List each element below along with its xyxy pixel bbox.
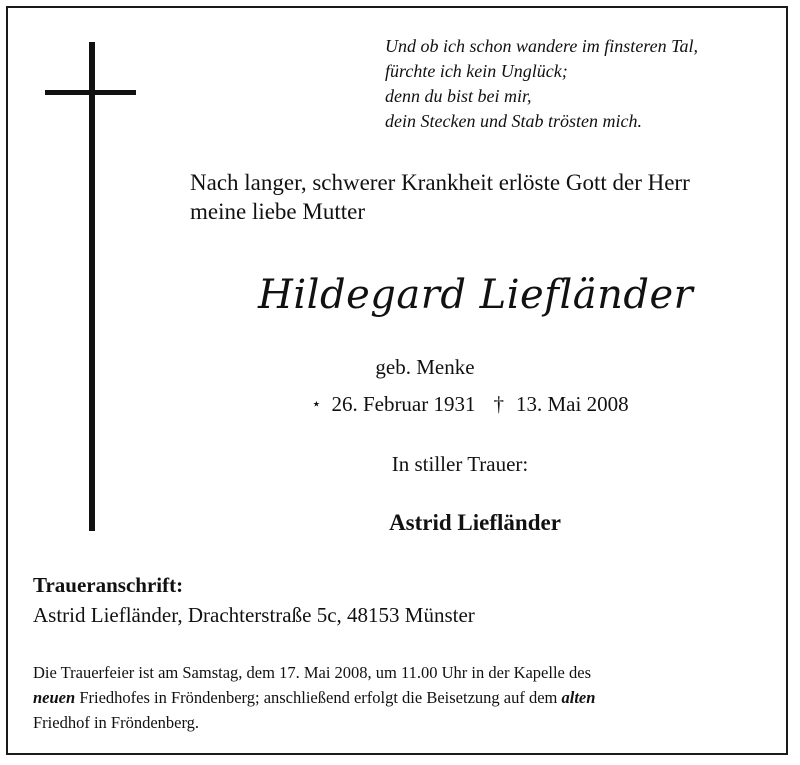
intro-line: Nach langer, schwerer Krankheit erlöste Gott der Herr [190, 170, 690, 195]
birth-star-icon: ⋆ [311, 396, 322, 413]
service-line-mid: Friedhofes in Fröndenberg; anschließend erfolgt die Beisetzung auf dem [75, 688, 562, 707]
emphasis-neuen: neuen [33, 688, 76, 707]
verse-line: fürchte ich kein Unglück; [385, 61, 568, 81]
birth-date: 26. Februar 1931 [331, 392, 476, 416]
intro-line: meine liebe Mutter [190, 199, 365, 224]
cross-horizontal-bar [45, 90, 136, 95]
address-text: Astrid Liefländer, Drachterstraße 5c, 48153 Münster [33, 603, 475, 627]
mourner-name: Astrid Liefländer [389, 510, 561, 535]
address-title: Traueranschrift: [33, 573, 184, 597]
service-line: Friedhof in Fröndenberg. [33, 713, 200, 732]
emphasis-alten: alten [561, 688, 596, 707]
service-line: Die Trauerfeier ist am Samstag, dem 17. Mai 2008, um 11.00 Uhr in der Kapelle des [33, 663, 591, 682]
death-cross-icon: † [493, 392, 504, 416]
cross-vertical-bar [89, 42, 95, 531]
bible-verse [385, 34, 785, 134]
birth-name: geb. Menke [375, 355, 475, 379]
deceased-name: Hildegard Liefländer [258, 272, 694, 318]
intro-text [190, 168, 780, 226]
verse-line: dein Stecken und Stab trösten mich. [385, 111, 642, 131]
verse-line: Und ob ich schon wandere im finsteren Tal, [385, 36, 698, 56]
verse-line: denn du bist bei mir, [385, 86, 532, 106]
death-date: 13. Mai 2008 [516, 392, 629, 416]
life-dates [250, 392, 690, 417]
service-line [33, 685, 773, 710]
mourning-phrase: In stiller Trauer: [391, 452, 529, 476]
funeral-service-info [33, 660, 773, 735]
